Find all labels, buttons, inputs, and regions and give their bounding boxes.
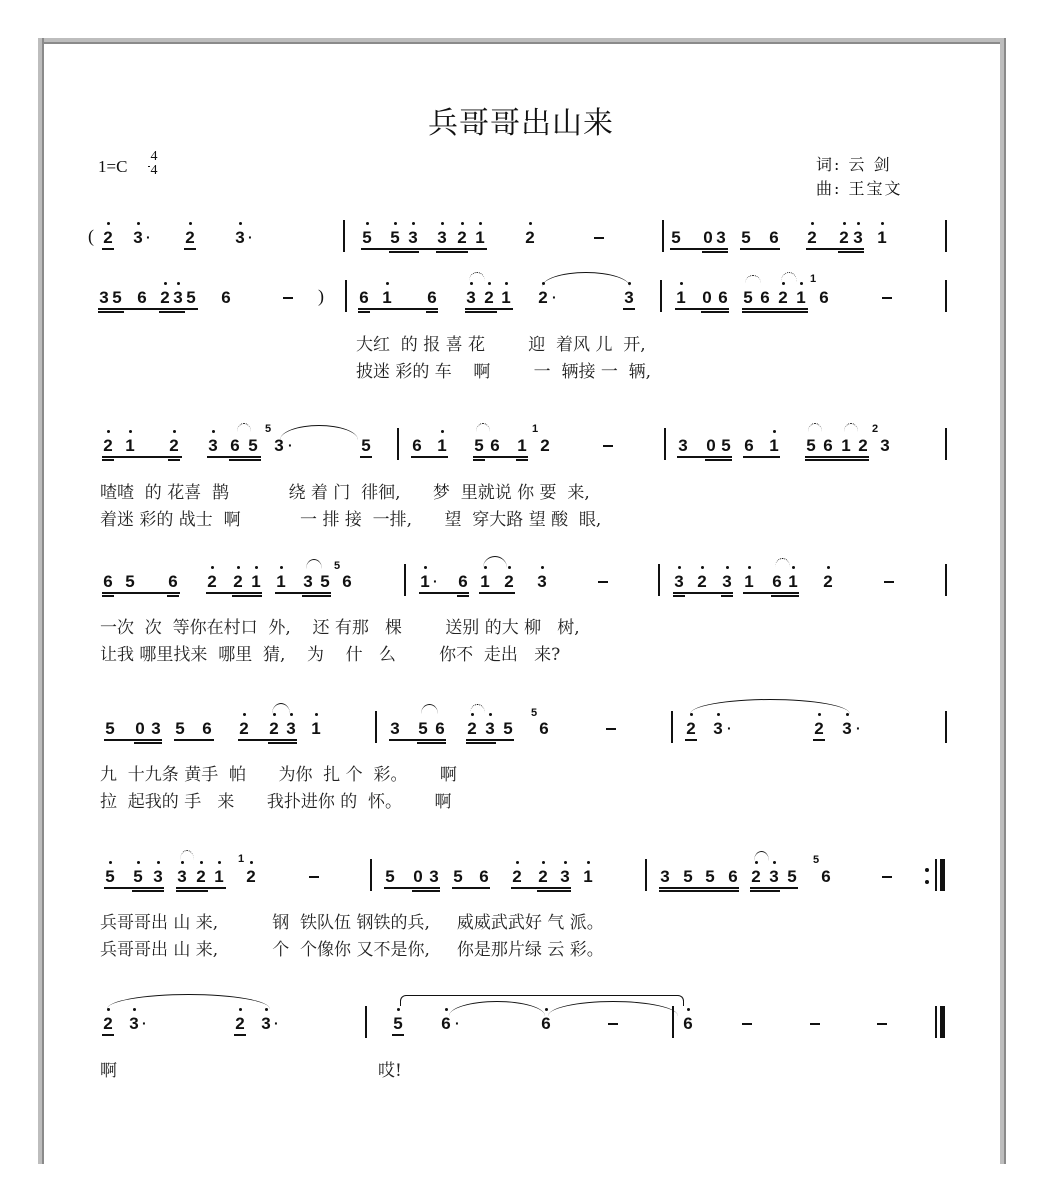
note: 3 — [176, 868, 188, 885]
note: 1 — [517, 436, 527, 455]
note: 0 — [702, 288, 712, 307]
note: 1 — [768, 437, 780, 454]
note: 2 — [184, 229, 196, 246]
note: 3 — [132, 229, 144, 246]
note: 2 — [750, 868, 762, 885]
note: 2 — [466, 720, 478, 737]
note: 0 — [413, 867, 423, 886]
lyrics-verse-1: 大红 的 报 喜 花 迎 着风 儿 开, — [356, 335, 646, 355]
note: 6 — [490, 436, 500, 455]
note: 5 — [743, 288, 753, 307]
note: 6 — [821, 867, 831, 886]
note: 5 — [474, 436, 484, 455]
note: 3 — [559, 868, 571, 885]
grace-note: 5 — [813, 854, 820, 866]
barline — [404, 564, 406, 596]
note: 6 — [435, 719, 445, 738]
note: 5 — [671, 228, 681, 247]
note: 5 — [105, 719, 115, 738]
note: 3 — [673, 573, 685, 590]
note: 1 — [841, 436, 851, 455]
note: 1 — [381, 289, 393, 306]
note: 5 — [392, 1015, 404, 1032]
barline — [945, 428, 947, 460]
grace-note: 5 — [265, 423, 272, 435]
note: 3 — [152, 868, 164, 885]
note: 2 — [838, 229, 850, 246]
note: 3 — [841, 720, 853, 737]
note: 1 — [275, 573, 287, 590]
note: 1 — [310, 720, 322, 737]
note: 6 — [168, 572, 178, 591]
note: 5 — [683, 867, 693, 886]
note: 6 — [479, 867, 489, 886]
repeat-dot — [925, 868, 929, 872]
note: 1 — [250, 573, 262, 590]
note: 2 — [159, 289, 171, 306]
grace-note: 2 — [872, 423, 879, 435]
note: 6 — [769, 228, 779, 247]
note: 6 — [540, 1015, 552, 1032]
barline — [945, 280, 947, 312]
frame-top-border — [38, 38, 1006, 44]
note: 6 — [230, 436, 240, 455]
note: 2 — [696, 573, 708, 590]
note: 6 — [202, 719, 212, 738]
note: 3 — [234, 229, 246, 246]
note: 2 — [234, 1015, 246, 1032]
note: 3 — [128, 1015, 140, 1032]
note: 5 — [806, 436, 816, 455]
note: 3 — [768, 868, 780, 885]
note: 1 — [124, 437, 136, 454]
grace-note: 5 — [531, 707, 538, 719]
barline — [662, 220, 664, 252]
note: 3 — [678, 436, 688, 455]
note: 2 — [813, 720, 825, 737]
note: 2 — [195, 868, 207, 885]
lyrics-verse-2: 拉 起我的 手 来 我扑进你 的 怀。 啊 — [100, 792, 452, 812]
repeat-dot — [925, 880, 929, 884]
note: 6 — [744, 436, 754, 455]
note: 3 — [712, 720, 724, 737]
note: 6 — [342, 572, 352, 591]
note: 2 — [238, 720, 250, 737]
open-paren: ( — [88, 226, 94, 246]
note: 3 — [260, 1015, 272, 1032]
grace-note: 1 — [810, 273, 817, 285]
note: 2 — [503, 573, 515, 590]
note: 6 — [760, 288, 770, 307]
note: 1 — [582, 868, 594, 885]
note: 6 — [359, 288, 369, 307]
note: 6 — [440, 1015, 452, 1032]
lyrics-verse-1: 兵哥哥出 山 来, 钢 铁队伍 钢铁的兵, 威威武武好 气 派。 — [100, 913, 604, 933]
barline — [343, 220, 345, 252]
note: 3 — [285, 720, 297, 737]
close-paren: ) — [318, 286, 324, 306]
barline — [664, 428, 666, 460]
note: 2 — [168, 437, 180, 454]
note: 1 — [876, 229, 888, 246]
barline — [645, 859, 647, 891]
note: 2 — [511, 868, 523, 885]
note: 1 — [787, 573, 799, 590]
note: 5 — [125, 572, 135, 591]
note: 3 — [274, 436, 284, 455]
note: 5 — [389, 229, 401, 246]
note: 3 — [429, 867, 439, 886]
repeat-end-barline-thick — [940, 859, 945, 891]
note: 5 — [741, 228, 751, 247]
note: 5 — [248, 436, 258, 455]
note: 5 — [186, 288, 196, 307]
lyrics-verse-1: 喳喳 的 花喜 鹊 绕 着 门 徘徊, 梦 里就说 你 要 来, — [100, 483, 590, 503]
note: 6 — [823, 436, 833, 455]
note: 2 — [456, 229, 468, 246]
note: 6 — [412, 436, 422, 455]
barline — [375, 711, 377, 743]
note: 2 — [102, 1015, 114, 1032]
note: 6 — [718, 288, 728, 307]
note: 2 — [102, 229, 114, 246]
note: 3 — [303, 572, 313, 591]
lyrics-ah: 啊 — [100, 1061, 117, 1081]
note: 3 — [151, 719, 161, 738]
final-barline-thin — [935, 1006, 937, 1038]
barline — [671, 711, 673, 743]
note: 5 — [418, 719, 428, 738]
barline — [660, 280, 662, 312]
note: 5 — [453, 867, 463, 886]
note: 5 — [132, 868, 144, 885]
note: 3 — [623, 289, 635, 306]
note: 5 — [503, 719, 513, 738]
note: 3 — [721, 573, 733, 590]
note: 2 — [822, 573, 834, 590]
note: 6 — [728, 867, 738, 886]
note: 2 — [806, 229, 818, 246]
note: 3 — [390, 719, 400, 738]
time-signature — [148, 150, 160, 178]
note: 5 — [787, 867, 797, 886]
frame-right-border — [1000, 38, 1006, 1164]
note: 1 — [474, 229, 486, 246]
barline — [672, 1006, 674, 1038]
composer-credit: 曲: 王宝文 — [816, 179, 903, 198]
note: 3 — [465, 289, 477, 306]
lyrics-verse-2: 让我 哪里找来 哪里 猜, 为 什 么 你不 走出 来? — [100, 645, 561, 665]
time-sig-top: 4 — [150, 149, 158, 164]
grace-note: 1 — [238, 853, 245, 865]
note: 5 — [361, 436, 371, 455]
barline — [945, 220, 947, 252]
note: 2 — [232, 573, 244, 590]
note: 6 — [137, 288, 147, 307]
repeat-end-barline-thin — [935, 859, 937, 891]
lyrics-verse-1: 一次 次 等你在村口 外, 还 有那 棵 送别 的大 柳 树, — [100, 618, 580, 638]
note: 5 — [721, 436, 731, 455]
note: 3 — [207, 437, 219, 454]
note: 5 — [361, 229, 373, 246]
barline — [945, 711, 947, 743]
barline — [370, 859, 372, 891]
note: 1 — [213, 868, 225, 885]
note: 6 — [539, 719, 549, 738]
note: 5 — [175, 719, 185, 738]
song-title: 兵哥哥出山来 — [428, 106, 614, 141]
note: 1 — [419, 573, 431, 590]
note: 6 — [427, 288, 437, 307]
note: 1 — [743, 573, 755, 590]
barline — [397, 428, 399, 460]
note: 3 — [536, 573, 548, 590]
key-signature — [98, 157, 127, 177]
note: 3 — [852, 229, 864, 246]
note: 2 — [777, 289, 789, 306]
lyrics-verse-2: 着迷 彩的 战士 啊 一 排 接 一排, 望 穿大路 望 酸 眼, — [100, 510, 602, 530]
note: 2 — [540, 436, 550, 455]
note: 3 — [436, 229, 448, 246]
note: 5 — [385, 867, 395, 886]
note: 5 — [320, 572, 330, 591]
key-label: 1=C — [98, 157, 128, 176]
note: 3 — [660, 867, 670, 886]
lyricist-credit: 词: 云 剑 — [816, 155, 892, 174]
note: 2 — [245, 868, 257, 885]
time-sig-bottom: 4 — [150, 163, 158, 178]
lyrics-verse-2: 兵哥哥出 山 来, 个 个像你 又不是你, 你是那片绿 云 彩。 — [100, 940, 604, 960]
note: 6 — [458, 572, 468, 591]
note: 6 — [682, 1015, 694, 1032]
note: 3 — [716, 228, 726, 247]
note: 2 — [537, 868, 549, 885]
grace-note: 5 — [334, 560, 341, 572]
note: 2 — [268, 720, 280, 737]
lyrics-verse-2: 披迷 彩的 车 啊 一 辆接 一 辆, — [356, 362, 652, 382]
note: 2 — [206, 573, 218, 590]
note: 6 — [103, 572, 113, 591]
note: 2 — [858, 436, 868, 455]
note: 5 — [112, 288, 122, 307]
lyrics-verse-1: 九 十九条 黄手 帕 为你 扎 个 彩。 啊 — [100, 765, 457, 785]
grace-note: 1 — [532, 423, 539, 435]
final-barline-thick — [940, 1006, 945, 1038]
note: 1 — [795, 289, 807, 306]
note: 6 — [819, 288, 829, 307]
barline — [945, 564, 947, 596]
note: 2 — [524, 229, 536, 246]
note: 0 — [135, 719, 145, 738]
note: 1 — [436, 437, 448, 454]
note: 6 — [772, 572, 782, 591]
note: 1 — [500, 289, 512, 306]
note: 2 — [483, 289, 495, 306]
note: 1 — [479, 573, 491, 590]
barline — [658, 564, 660, 596]
note: 0 — [703, 228, 713, 247]
note: 2 — [685, 720, 697, 737]
note: 3 — [880, 436, 890, 455]
frame-left-border — [38, 38, 44, 1164]
lyrics-ai: 哎! — [378, 1061, 402, 1081]
barline — [345, 280, 347, 312]
note: 3 — [407, 229, 419, 246]
barline — [365, 1006, 367, 1038]
note: 6 — [221, 288, 231, 307]
note: 2 — [102, 437, 114, 454]
note: 3 — [484, 720, 496, 737]
note: 1 — [675, 289, 687, 306]
note: 0 — [706, 436, 716, 455]
note: 5 — [104, 868, 116, 885]
note: 3 — [172, 289, 184, 306]
note: 5 — [705, 867, 715, 886]
note: 3 — [99, 288, 109, 307]
note: 2 — [537, 289, 549, 306]
